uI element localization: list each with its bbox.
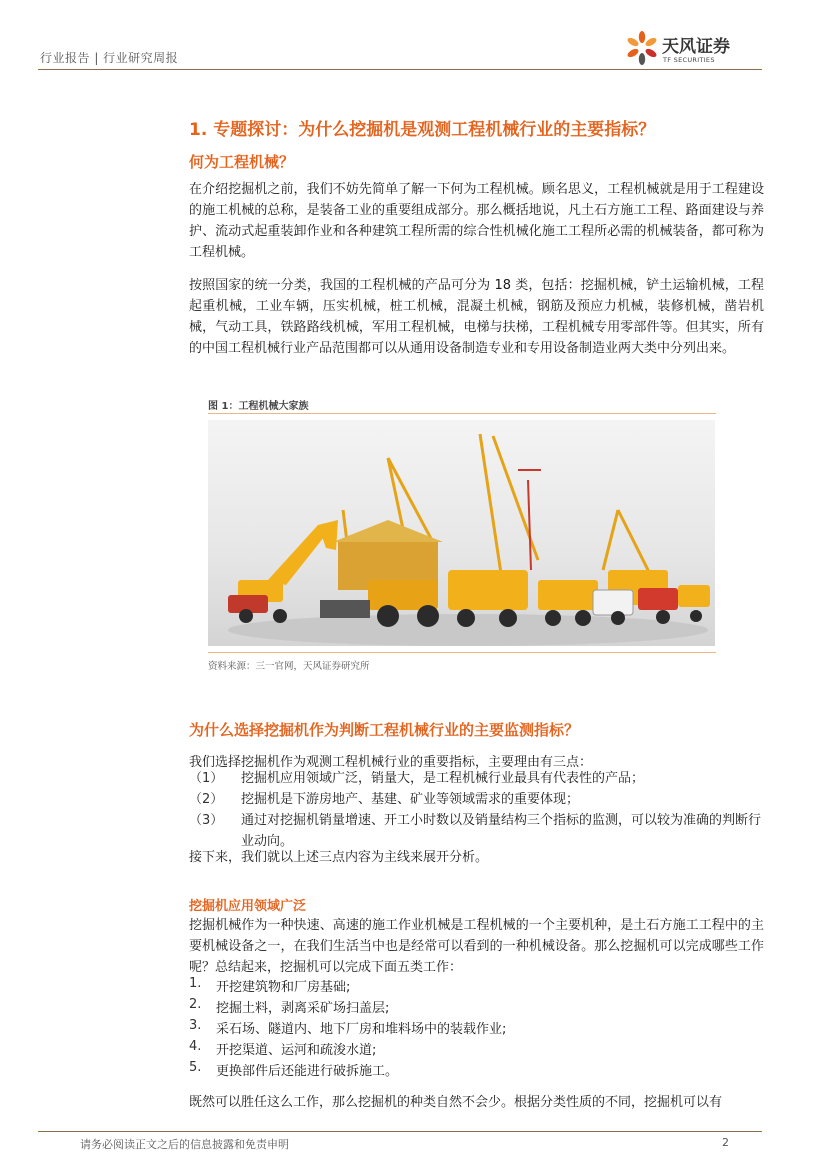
list-item-number: （1） bbox=[189, 771, 224, 786]
brand-name-en: TF SECURITIES bbox=[663, 56, 715, 64]
list-item-number: （3） bbox=[189, 813, 224, 828]
header-divider bbox=[38, 69, 762, 70]
footer-divider bbox=[38, 1131, 762, 1132]
construction-machinery-photo bbox=[208, 420, 715, 646]
reasons-intro: 我们选择挖掘机作为观测工程机械行业的重要指标，主要理由有三点： bbox=[189, 755, 593, 770]
list-item-text: 更换部件后还能进行破拆施工。 bbox=[216, 1064, 399, 1079]
figure-title: 图 1：工程机械大家族 bbox=[208, 401, 309, 412]
list-item-text: 开挖建筑物和厂房基础; bbox=[216, 980, 351, 995]
breadcrumb: 行业报告 | 行业研究周报 bbox=[40, 51, 179, 65]
footer-disclaimer: 请务必阅读正文之后的信息披露和免责申明 bbox=[80, 1138, 289, 1151]
list-item-number: 3. bbox=[189, 1018, 202, 1033]
subsection-title-what-is: 何为工程机械？ bbox=[189, 153, 295, 171]
figure-source: 资料来源：三一官网，天风证券研究所 bbox=[208, 661, 370, 672]
list-item-number: 4. bbox=[189, 1039, 202, 1054]
list-item-text: 通过对挖掘机销量增速、开工小时数以及销量结构三个指标的监测，可以较为准确的判断行业动向。 bbox=[241, 813, 762, 849]
list-item-text: 开挖渠道、运河和疏浚水道; bbox=[216, 1043, 377, 1058]
subsection-title-applications: 挖掘机应用领域广泛 bbox=[189, 899, 307, 914]
list-item-text: 挖掘土料，剥离采矿场扫盖层; bbox=[216, 1001, 390, 1016]
reasons-followup: 接下来，我们就以上述三点内容为主线来展开分析。 bbox=[189, 850, 489, 865]
list-item-number: 5. bbox=[189, 1060, 202, 1075]
list-item-text: 挖掘机应用领域广泛，销量大，是工程机械行业最具有代表性的产品； bbox=[241, 771, 645, 786]
paragraph-intro: 在介绍挖掘机之前，我们不妨先简单了解一下何为工程机械。顾名思义，工程机械就是用于工程建设的施工机械的总称，是装备工业的重要组成部分。那么概括地说，凡土石方施工工程、路面建设与养护、流动式起重装卸作业和各种建筑工程所需的综合性机械化施工工程所必需的机械装备，都可称为工程机械。 bbox=[189, 182, 764, 260]
page-number: 2 bbox=[722, 1136, 729, 1149]
figure-bottom-rule bbox=[208, 652, 716, 653]
figure-top-rule bbox=[208, 413, 716, 414]
subsection-title-why-excavator: 为什么选择挖掘机作为判断工程机械行业的主要监测指标？ bbox=[189, 721, 580, 739]
list-item-text: 挖掘机是下游房地产、基建、矿业等领域需求的重要体现； bbox=[241, 792, 580, 807]
paragraph-applications: 挖掘机械作为一种快速、高速的施工作业机械是工程机械的一个主要机种，是土石方施工工程中的主要机械设备之一，在我们生活当中也是经常可以看到的一种机械设备。那么挖掘机可以完成哪些工作呢？总结起来，挖掘机可以完成下面五类工作： bbox=[189, 918, 764, 975]
paragraph-closing: 既然可以胜任这么工作，那么挖掘机的种类自然不会少。根据分类性质的不同，挖掘机可以有 bbox=[189, 1095, 723, 1110]
section-title: 1. 专题探讨：为什么挖掘机是观测工程机械行业的主要指标？ bbox=[189, 120, 656, 140]
list-item-text: 采石场、隧道内、地下厂房和堆料场中的装载作业; bbox=[216, 1022, 507, 1037]
list-item-number: 1. bbox=[189, 976, 202, 991]
paragraph-classification: 按照国家的统一分类，我国的工程机械的产品可分为 18 类，包括：挖掘机械，铲土运输机械，工程起重机械，工业车辆，压实机械，桩工机械，混凝土机械，钢筋及预应力机械，装修机械，凿岩机械，气动工具，铁路路线机械，军用工程机械，电梯与扶梯，工程机械专用零部件等。但其实，所有的中国工程机械行业产品范围都可以从通用设备制造专业和专用设备制造业两大类中分列出来。 bbox=[189, 278, 764, 356]
brand-name: 天风证券 bbox=[662, 37, 730, 57]
list-item-number: （2） bbox=[189, 792, 224, 807]
list-item-number: 2. bbox=[189, 997, 202, 1012]
